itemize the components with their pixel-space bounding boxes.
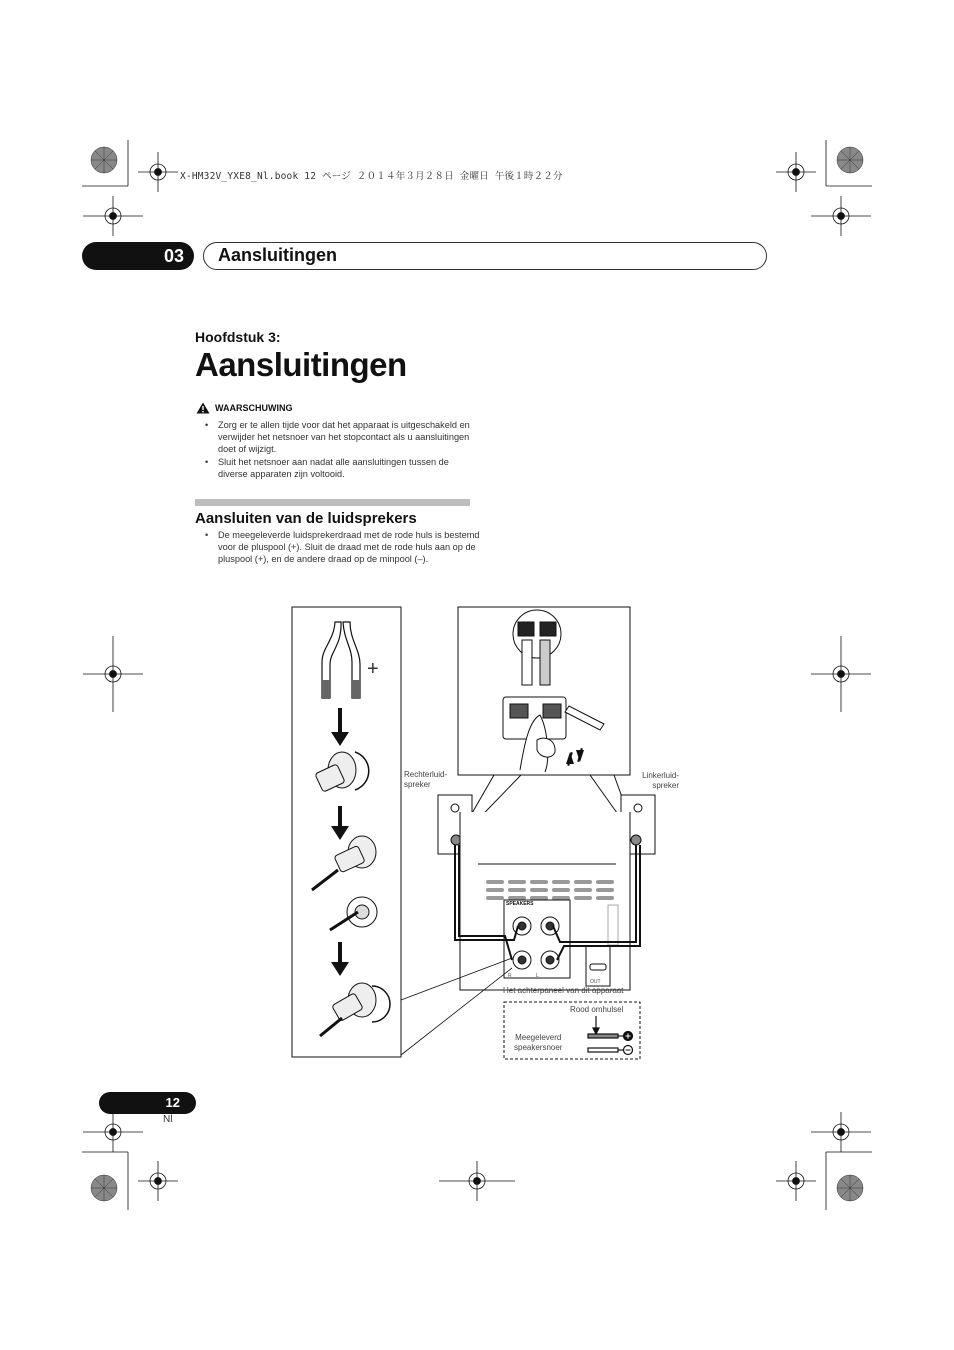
page-number: 12: [99, 1092, 196, 1114]
panel-label: SPEAKERS: [506, 901, 534, 907]
chapter-label: Hoofdstuk 3:: [195, 329, 281, 345]
red-sleeve-label: Rood omhulsel: [570, 1005, 624, 1014]
l-label: L: [536, 973, 539, 979]
warning-item: • Sluit het netsnoer aan nadat alle aansluitingen tussen de diverse apparaten zijn voltooid.: [195, 456, 475, 480]
warning-item: • Zorg er te allen tijde voor dat het apparaat is uitgeschakeld en verwijder het netsnoer van het stopcontact als u aansluitingen doet of wijzigt.: [195, 419, 475, 455]
left-speaker-label: Linkerluid- spreker: [642, 771, 679, 790]
print-header-line: X-HM32V_YXE8_Nl.book 12 ページ ２０１４年３月２８日 金曜日 午後１時２２分: [180, 171, 563, 182]
r-label: R: [508, 973, 512, 979]
language-code: Nl: [163, 1114, 173, 1125]
plus-sign: +: [367, 658, 379, 680]
warning-label: WAARSCHUWING: [215, 403, 293, 413]
rear-panel-label: Het achterpaneel van dit apparaat: [503, 986, 624, 995]
out-label: OUT: [590, 979, 601, 985]
section-title: Aansluiten van de luidsprekers: [195, 510, 417, 527]
section-item: • De meegeleverde luidsprekerdraad met de rode huls is bestemd voor de pluspool (+). Sluit de draad met de rode huls aan op de pluspool (+), en de andere draad op de minpool (–).: [195, 529, 480, 565]
page-title: Aansluitingen: [195, 346, 407, 383]
right-speaker-label: Rechterluid- spreker: [404, 770, 448, 789]
chapter-number: 03: [82, 242, 194, 270]
chapter-title: Aansluitingen: [203, 242, 767, 270]
supplied-cable-label: Meegeleverd speakersnoer: [514, 1033, 563, 1052]
